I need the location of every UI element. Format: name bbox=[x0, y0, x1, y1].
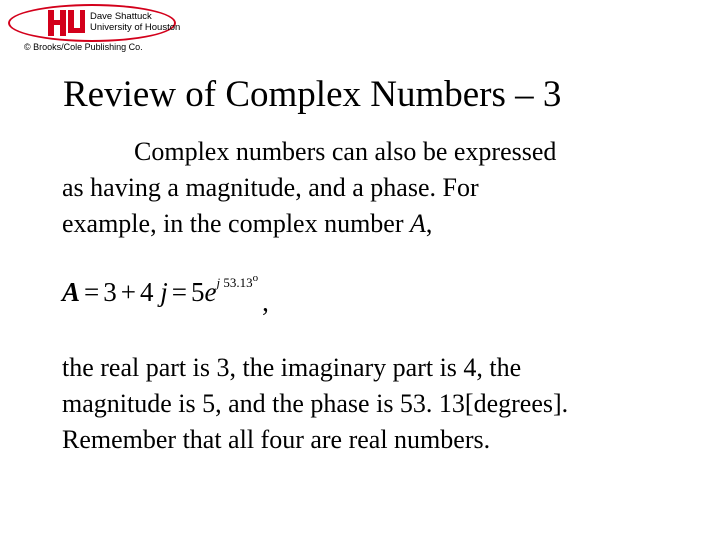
equation-trailing-comma: , bbox=[262, 287, 269, 317]
equation-degree-symbol: o bbox=[252, 272, 259, 284]
intro-paragraph bbox=[62, 134, 672, 242]
equation-equals-1: = bbox=[84, 277, 100, 307]
university-logo-icon bbox=[46, 6, 86, 40]
intro-line-2: as having a magnitude, and a phase. For bbox=[62, 173, 479, 202]
logo-author: Dave Shattuck bbox=[90, 11, 152, 22]
intro-line-3 bbox=[62, 206, 672, 242]
logo-university: University of Houston bbox=[90, 22, 181, 33]
conclusion-paragraph bbox=[62, 350, 702, 458]
complex-number-equation bbox=[62, 272, 269, 322]
equation-imaginary-part: 4 bbox=[139, 277, 154, 307]
conclusion-line-2: magnitude is 5, and the phase is 53. 13[degrees]. bbox=[62, 389, 569, 418]
equation-equals-2: = bbox=[171, 277, 187, 307]
logo-copyright: © Brooks/Cole Publishing Co. bbox=[24, 42, 143, 52]
conclusion-line-1: the real part is 3, the imaginary part is 4, the bbox=[62, 353, 522, 382]
intro-line-1: Complex numbers can also be expressed bbox=[134, 137, 557, 166]
intro-line-3-text: example, in the complex number bbox=[62, 209, 411, 238]
equation-exponent bbox=[216, 272, 259, 290]
equation-magnitude: 5 bbox=[190, 277, 205, 307]
equation-real-part: 3 bbox=[103, 277, 117, 307]
logo bbox=[8, 2, 183, 54]
equation-exponent-j: j bbox=[216, 275, 221, 290]
slide-title: Review of Complex Numbers – 3 bbox=[63, 74, 562, 115]
equation-lhs: A bbox=[62, 277, 81, 307]
equation-exponent-angle: 53.13 bbox=[223, 275, 253, 290]
equation-e: e bbox=[204, 277, 217, 307]
intro-variable-a: A bbox=[410, 209, 426, 238]
intro-line-3-comma: , bbox=[425, 209, 433, 238]
equation-j: j bbox=[160, 277, 168, 307]
equation-plus: + bbox=[120, 277, 136, 307]
logo-text bbox=[90, 11, 180, 33]
conclusion-line-3: Remember that all four are real numbers. bbox=[62, 425, 491, 454]
